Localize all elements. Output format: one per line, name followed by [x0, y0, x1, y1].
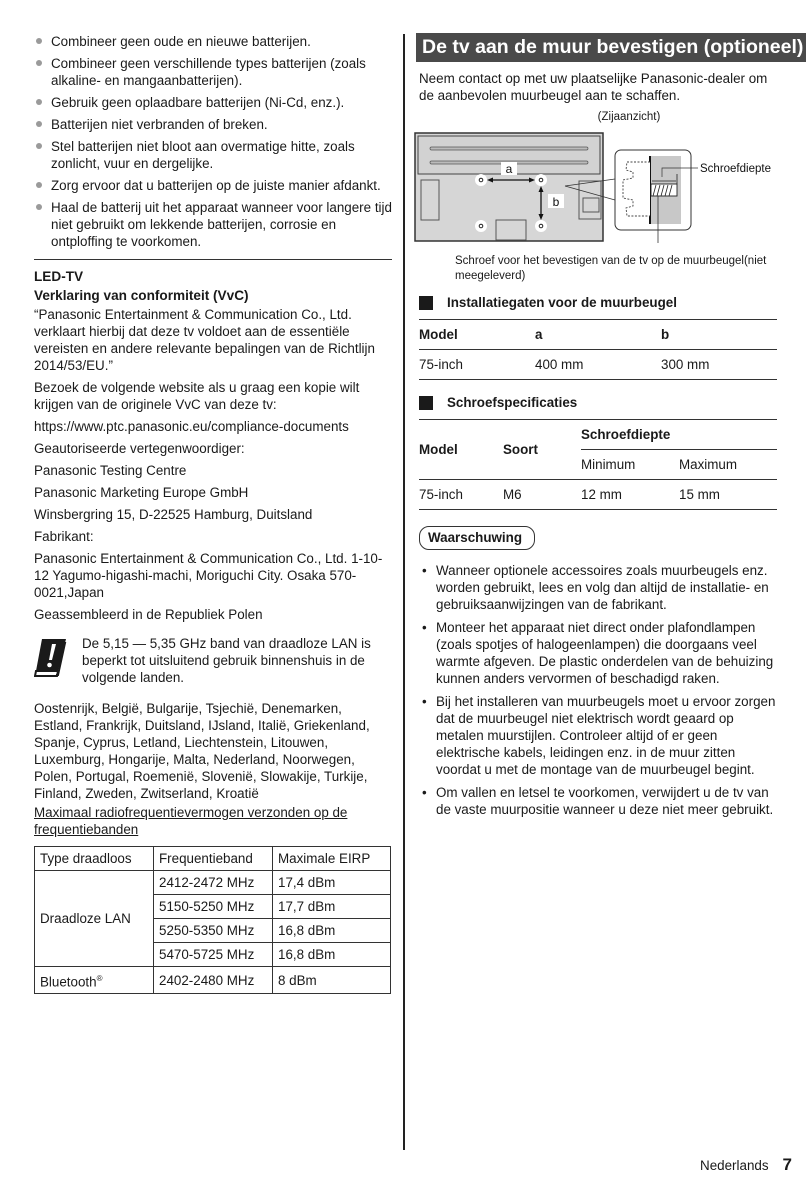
table-cell: 15 mm: [679, 480, 777, 510]
table-header: b: [661, 320, 777, 350]
list-item: Haal de batterij uit het apparaat wanneer voor langere tijd niet gebruikt om lekkende batterijen, corrosie en ontploffing te voorkomen.: [34, 199, 392, 250]
bullet-icon: [36, 99, 42, 105]
wlan-label: Draadloze LAN: [35, 871, 154, 967]
indoor-use-notice: [34, 635, 392, 686]
rep-label: Geautoriseerde vertegenwoordiger:: [34, 441, 245, 456]
dimension-b-label: b: [552, 195, 560, 209]
table-row: [35, 871, 391, 895]
manufacturer-label: Fabrikant:: [34, 529, 94, 544]
table-cell: 75-inch: [419, 350, 535, 380]
table-cell: M6: [503, 480, 581, 510]
right-column: [419, 33, 804, 824]
holes-heading: Installatiegaten voor de muurbeugel: [419, 294, 779, 311]
warning-label: Waarschuwing: [419, 526, 535, 550]
list-item: • Monteer het apparaat niet direct onder plafondlampen (zoals spotjes of halogeenlampen) die doorgaans veel warmte afgeven. De plastic onderdelen van de behuizing kunnen anders vervormen of beschadigd raken.: [422, 620, 774, 686]
country-list: Oostenrijk, België, Bulgarije, Tsjechië, Denemarken, Estland, Frankrijk, Duitsland, IJsland, Italië, Griekenland, Spanje, Cyprus, Letland, Liechtenstein, Litouwen, Luxemburg, Hongarije, Malta, Nederland, Noorwegen, Polen, Portugal, Roemenië, Slovenië, Slowakije, Turkije, Finland, Zweden, Zwitserland, Kroatië: [34, 701, 370, 801]
bullet-icon: •: [422, 563, 427, 578]
restriction-warning-icon: [34, 635, 68, 679]
battery-list: [34, 33, 392, 250]
table-header-row: [419, 320, 777, 350]
table-header: Model: [419, 320, 535, 350]
bullet-icon: [36, 143, 42, 149]
assembled-text: Geassembleerd in de Republiek Polen: [34, 607, 263, 622]
table-cell: 17,7 dBm: [273, 895, 391, 919]
bullet-icon: [36, 60, 42, 66]
rf-power-table: [34, 846, 391, 994]
warning-list: [419, 562, 779, 818]
page-number: 7: [782, 1155, 792, 1174]
visit-text: Bezoek de volgende website als u graag een kopie wilt krijgen van de originele VvC van deze tv:: [34, 380, 360, 412]
table-header: Schroefdiepte: [581, 420, 777, 450]
table-cell: 5470-5725 MHz: [154, 943, 273, 967]
tv-rear-diagram: [413, 128, 793, 248]
side-view-label: (Zijaanzicht): [597, 111, 661, 123]
list-item: Gebruik geen oplaadbare batterijen (Ni-Cd, enz.).: [34, 94, 392, 111]
bullet-icon: [36, 38, 42, 44]
list-item: Zorg ervoor dat u batterijen op de juiste manier afdankt.: [34, 177, 392, 194]
table-cell: 400 mm: [535, 350, 661, 380]
list-item: • Bij het installeren van muurbeugels moet u ervoor zorgen dat de muurbeugel niet elektrisch wordt geaard op metalen muurstijlen. Controleer altijd of er geen elektrische kabels, leidingen enz. in de muur zitten voordat u met de montage van de muurbeugel begint.: [422, 694, 776, 777]
list-item: Stel batterijen niet bloot aan overmatige hitte, zoals zonlicht, vuur en dergelijke.: [34, 138, 392, 172]
intro-text: Neem contact op met uw plaatselijke Panasonic-dealer om de aanbevolen muurbeugel aan te schaffen.: [419, 71, 768, 103]
footer-language: Nederlands: [700, 1158, 769, 1173]
bluetooth-label: Bluetooth®: [35, 967, 154, 994]
table-header-row: [35, 847, 391, 871]
table-cell: 16,8 dBm: [273, 943, 391, 967]
notice-text: De 5,15 — 5,35 GHz band van draadloze LAN is beperkt tot uitsluitend gebruik binnenshuis in de volgende landen.: [82, 636, 371, 685]
compliance-url: https://www.ptc.panasonic.eu/compliance-documents: [34, 419, 349, 434]
table-cell: 2402-2480 MHz: [154, 967, 273, 994]
table-header: Frequentieband: [154, 847, 273, 871]
column-divider: [403, 34, 405, 1150]
dimension-a-label: a: [505, 162, 513, 176]
table-row: [35, 967, 391, 994]
declaration-text: “Panasonic Entertainment & Communication Co., Ltd. verklaart hierbij dat deze tv voldoet aan de essentiële vereisten en andere relevante bepalingen van de Richtlijn 2014/53/EU.”: [34, 307, 375, 373]
rep-address: Winsbergring 15, D-22525 Hamburg, Duitsland: [34, 507, 313, 522]
rep-name: Panasonic Testing Centre: [34, 463, 187, 478]
manufacturer-address: Panasonic Entertainment & Communication Co., Ltd. 1-10-12 Yagumo-higashi-machi, Moriguchi City. Osaka 570-0021,Japan: [34, 551, 383, 600]
rep-company: Panasonic Marketing Europe GmbH: [34, 485, 249, 500]
screw-spec-heading: Schroefspecificaties: [419, 394, 779, 411]
table-cell: 5150-5250 MHz: [154, 895, 273, 919]
table-header: Soort: [503, 420, 581, 480]
list-item: • Wanneer optionele accessoires zoals muurbeugels enz. worden gebruikt, lees en volg dan altijd de installatie- en gebruiksaanwijzingen van de fabrikant.: [422, 563, 769, 612]
table-cell: 2412-2472 MHz: [154, 871, 273, 895]
list-item: Combineer geen verschillende types batterijen (zoals alkaline- en mangaanbatterijen).: [34, 55, 392, 89]
led-tv-heading: LED-TV: [34, 269, 84, 284]
table-header: Type draadloos: [35, 847, 154, 871]
wall-mount-diagram: [419, 128, 779, 248]
square-bullet-icon: [419, 396, 433, 410]
table-cell: 75-inch: [419, 480, 503, 510]
table-cell: 8 dBm: [273, 967, 391, 994]
screw-caption: Schroef voor het bevestigen van de tv op de muurbeugel(niet meegeleverd): [455, 255, 767, 282]
rf-heading: Maximaal radiofrequentievermogen verzonden op de frequentiebanden: [34, 805, 348, 837]
bullet-icon: •: [422, 620, 427, 635]
table-header: Model: [419, 420, 503, 480]
list-item: Batterijen niet verbranden of breken.: [34, 116, 392, 133]
table-cell: 17,4 dBm: [273, 871, 391, 895]
bullet-icon: [36, 182, 42, 188]
list-item: • Om vallen en letsel te voorkomen, verwijdert u de tv van de vaste muurpositie wanneer u deze niet meer gebruikt.: [422, 785, 774, 817]
table-header: a: [535, 320, 661, 350]
bullet-icon: •: [422, 694, 427, 709]
screw-depth-label: Schroefdiepte: [700, 163, 771, 175]
left-column: [34, 33, 392, 994]
doc-heading: Verklaring van conformiteit (VvC): [34, 288, 249, 303]
table-cell: 5250-5350 MHz: [154, 919, 273, 943]
table-header: Maximum: [679, 450, 777, 480]
table-row: [419, 480, 777, 510]
bullet-icon: [36, 204, 42, 210]
table-cell: 16,8 dBm: [273, 919, 391, 943]
table-header: Minimum: [581, 450, 679, 480]
table-cell: 300 mm: [661, 350, 777, 380]
table-header: Maximale EIRP: [273, 847, 391, 871]
page-footer: [700, 1156, 792, 1174]
screw-spec-table: [419, 419, 777, 510]
section-divider: [34, 259, 392, 260]
mounting-holes-table: [419, 319, 777, 380]
table-row: [419, 350, 777, 380]
bullet-icon: •: [422, 785, 427, 800]
table-cell: 12 mm: [581, 480, 679, 510]
section-title: De tv aan de muur bevestigen (optioneel): [416, 33, 806, 62]
square-bullet-icon: [419, 296, 433, 310]
bullet-icon: [36, 121, 42, 127]
list-item: Combineer geen oude en nieuwe batterijen.: [34, 33, 392, 50]
table-header-row: [419, 420, 777, 450]
